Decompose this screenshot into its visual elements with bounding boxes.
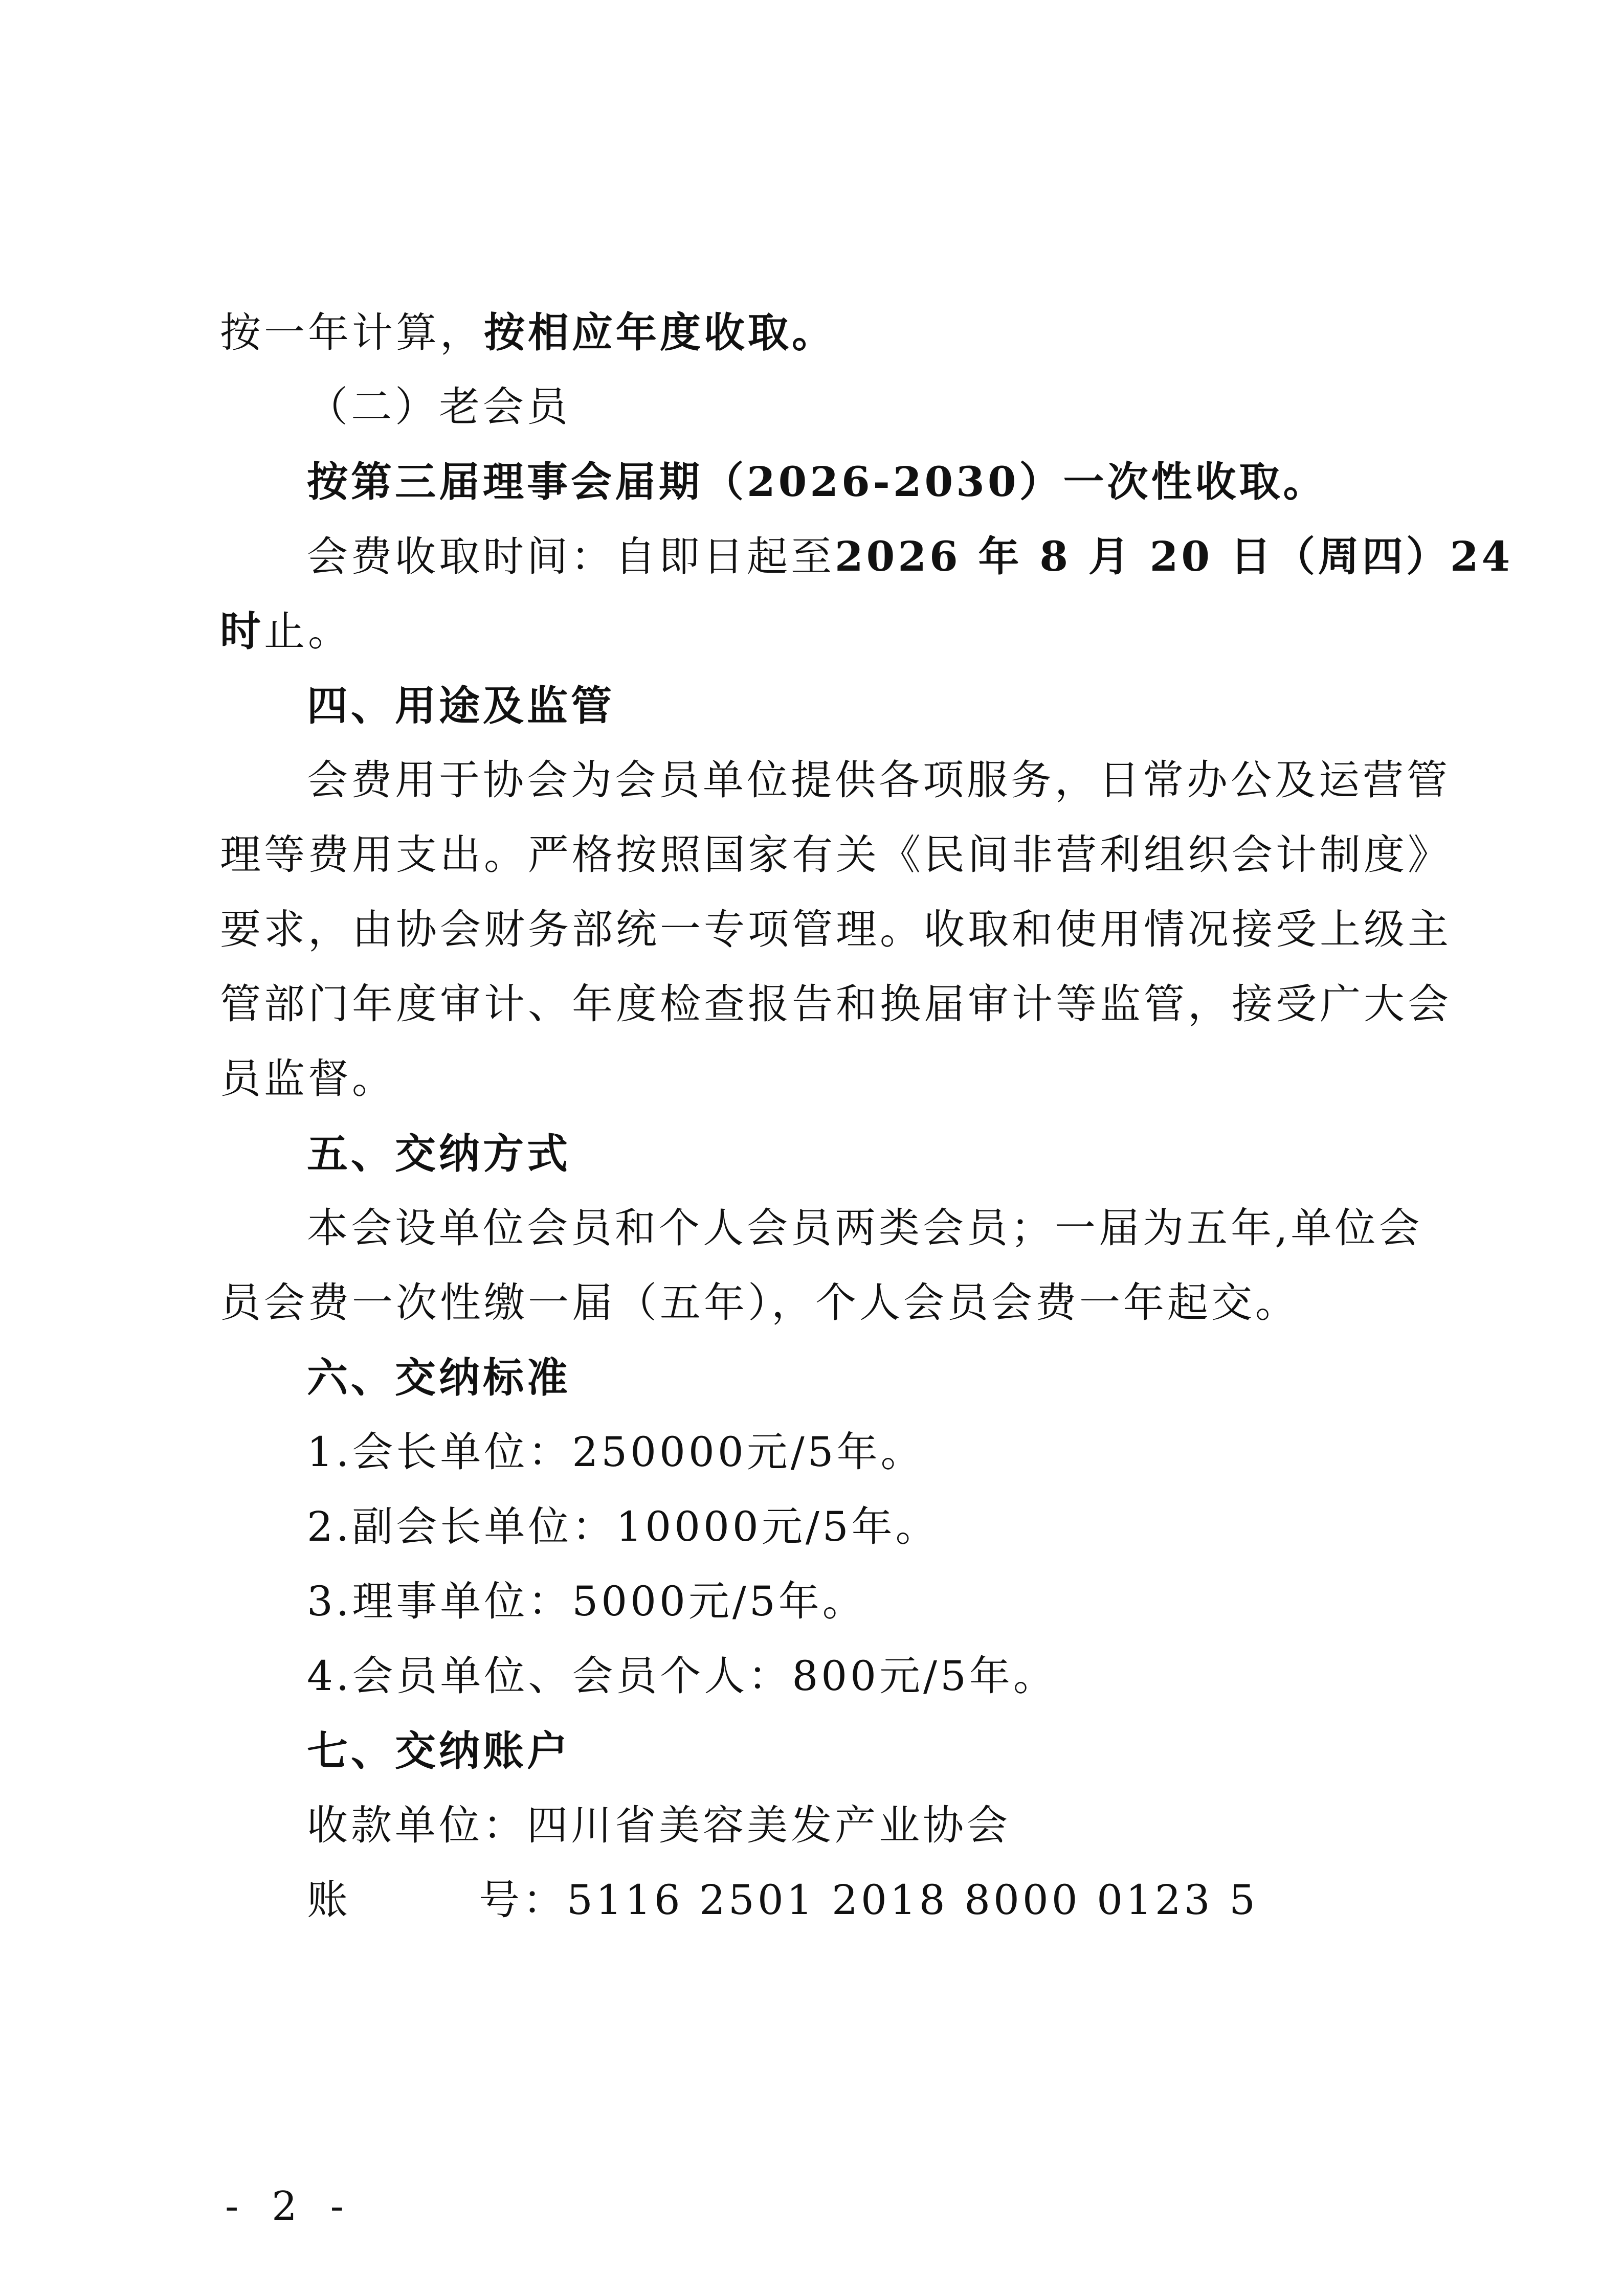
payee-line: 收款单位：四川省美容美发产业协会: [307, 1802, 1011, 1849]
section4-paragraph-line: 管部门年度审计、年度检查报告和换届审计等监管，接受广大会: [220, 980, 1452, 1028]
deadline-end: 止。: [264, 607, 352, 655]
section4-paragraph-line: 员监督。: [220, 1055, 396, 1102]
deadline-line-1: [307, 531, 1513, 582]
section4-paragraph-line: 理等费用支出。严格按照国家有关《民间非营利组织会计制度》: [220, 831, 1452, 879]
old-member-heading: （二）老会员: [307, 383, 571, 431]
section6-heading: 六、交纳标准: [307, 1354, 571, 1402]
account-line: [307, 1875, 1258, 1926]
deadline-regular: 会费收取时间：自即日起至: [307, 533, 835, 580]
account-number: 5116 2501 2018 8000 0123 5: [567, 1876, 1259, 1924]
section5-paragraph-line: 员会费一次性缴一届（五年），个人会员会费一年起交。: [220, 1279, 1299, 1326]
page-number: - 2 -: [225, 2184, 354, 2230]
deadline-hour-unit: 时: [220, 607, 264, 655]
section4-paragraph-line: 要求，由协会财务部统一专项管理。收取和使用情况接受上级主: [220, 906, 1452, 953]
section5-paragraph-line: 本会设单位会员和个人会员两类会员；一届为五年,单位会: [307, 1204, 1423, 1252]
deadline-date: 2026 年 8 月 20 日（周四）24: [835, 532, 1514, 580]
section4-paragraph-line: 会费用于协会为会员单位提供各项服务，日常办公及运营管: [307, 756, 1451, 804]
deadline-line-2: [220, 605, 352, 657]
fee-item: 3.理事单位：5000元/5年。: [307, 1578, 866, 1625]
section5-heading: 五、交纳方式: [307, 1130, 571, 1178]
account-label-end: 号：: [479, 1876, 567, 1924]
section7-heading: 七、交纳账户: [307, 1727, 571, 1775]
fee-item: 4.会员单位、会员个人：800元/5年。: [307, 1652, 1057, 1700]
account-label-start: 账: [307, 1876, 351, 1924]
continuation-line: [220, 307, 836, 358]
continuation-bold: 按相应年度收取。: [484, 308, 836, 356]
fee-item: 1.会长单位：250000元/5年。: [307, 1428, 925, 1476]
old-member-rule: 按第三届理事会届期（2026-2030）一次性收取。: [307, 458, 1327, 506]
section4-heading: 四、用途及监管: [307, 682, 615, 730]
fee-item: 2.副会长单位：10000元/5年。: [307, 1503, 940, 1550]
continuation-regular: 按一年计算，: [220, 309, 484, 356]
